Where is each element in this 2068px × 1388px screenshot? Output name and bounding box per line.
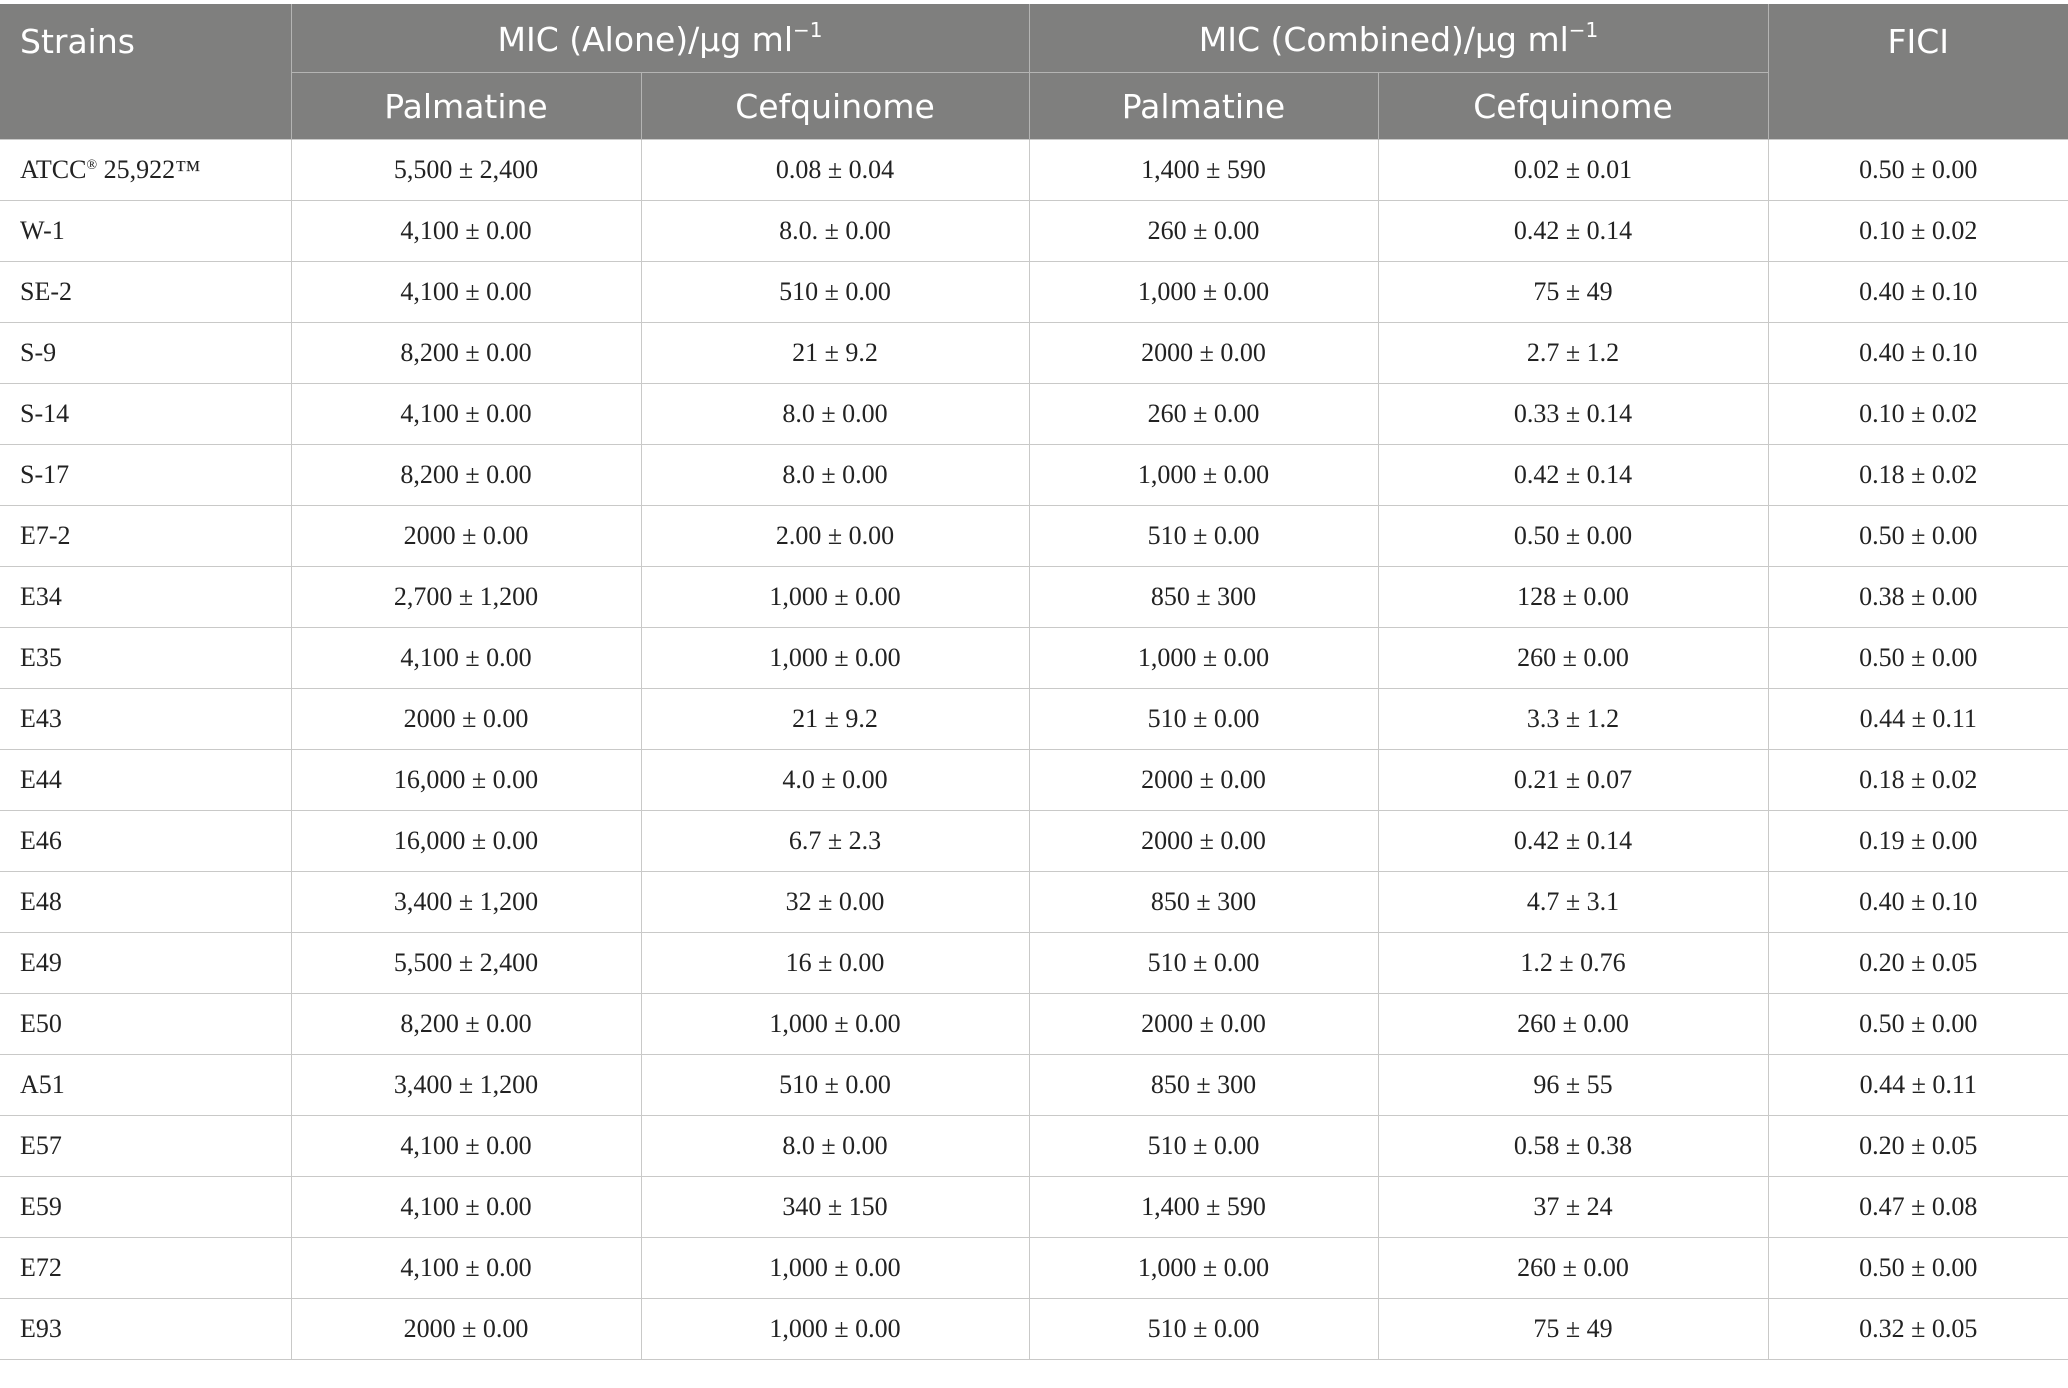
header-alone-cefquinome: Cefquinome (641, 73, 1029, 140)
table-row (0, 1238, 2068, 1299)
cell-combined-cefquinome: 0.42 ± 0.14 (1378, 445, 1768, 506)
cell-strain: E49 (0, 933, 291, 994)
cell-strain: SE-2 (0, 262, 291, 323)
cell-alone-cefquinome: 510 ± 0.00 (641, 1055, 1029, 1116)
cell-alone-cefquinome: 1,000 ± 0.00 (641, 628, 1029, 689)
cell-combined-palmatine: 260 ± 0.00 (1029, 201, 1378, 262)
cell-fici: 0.20 ± 0.05 (1768, 1116, 2068, 1177)
table-row (0, 1055, 2068, 1116)
cell-combined-palmatine: 850 ± 300 (1029, 567, 1378, 628)
cell-combined-palmatine: 1,000 ± 0.00 (1029, 1238, 1378, 1299)
cell-combined-cefquinome: 260 ± 0.00 (1378, 1238, 1768, 1299)
cell-combined-cefquinome: 75 ± 49 (1378, 1299, 1768, 1360)
cell-fici: 0.40 ± 0.10 (1768, 262, 2068, 323)
header-combined-cefquinome: Cefquinome (1378, 73, 1768, 140)
cell-strain: E34 (0, 567, 291, 628)
cell-combined-palmatine: 1,000 ± 0.00 (1029, 628, 1378, 689)
cell-strain: S-9 (0, 323, 291, 384)
cell-combined-palmatine: 1,400 ± 590 (1029, 1177, 1378, 1238)
cell-alone-cefquinome: 8.0 ± 0.00 (641, 445, 1029, 506)
cell-fici: 0.38 ± 0.00 (1768, 567, 2068, 628)
cell-alone-palmatine: 5,500 ± 2,400 (291, 140, 641, 201)
cell-alone-palmatine: 4,100 ± 0.00 (291, 262, 641, 323)
cell-combined-cefquinome: 0.42 ± 0.14 (1378, 811, 1768, 872)
cell-strain: E50 (0, 994, 291, 1055)
cell-alone-palmatine: 2000 ± 0.00 (291, 1299, 641, 1360)
cell-strain: E35 (0, 628, 291, 689)
cell-strain: E46 (0, 811, 291, 872)
cell-combined-cefquinome: 0.50 ± 0.00 (1378, 506, 1768, 567)
cell-alone-cefquinome: 4.0 ± 0.00 (641, 750, 1029, 811)
table-row (0, 811, 2068, 872)
cell-alone-cefquinome: 16 ± 0.00 (641, 933, 1029, 994)
header-mic-combined-label: MIC (Combined)/μg ml (1198, 19, 1569, 59)
table-row (0, 1116, 2068, 1177)
cell-alone-cefquinome: 6.7 ± 2.3 (641, 811, 1029, 872)
cell-alone-palmatine: 8,200 ± 0.00 (291, 445, 641, 506)
cell-alone-palmatine: 8,200 ± 0.00 (291, 323, 641, 384)
cell-alone-palmatine: 4,100 ± 0.00 (291, 628, 641, 689)
cell-fici: 0.10 ± 0.02 (1768, 384, 2068, 445)
cell-alone-palmatine: 2000 ± 0.00 (291, 689, 641, 750)
cell-alone-cefquinome: 340 ± 150 (641, 1177, 1029, 1238)
header-row-sub (0, 73, 2068, 140)
cell-fici: 0.50 ± 0.00 (1768, 140, 2068, 201)
cell-combined-cefquinome: 0.33 ± 0.14 (1378, 384, 1768, 445)
cell-combined-palmatine: 2000 ± 0.00 (1029, 811, 1378, 872)
header-combined-palmatine: Palmatine (1029, 73, 1378, 140)
cell-fici: 0.32 ± 0.05 (1768, 1299, 2068, 1360)
cell-combined-palmatine: 2000 ± 0.00 (1029, 323, 1378, 384)
cell-combined-cefquinome: 0.02 ± 0.01 (1378, 140, 1768, 201)
table-row (0, 628, 2068, 689)
cell-alone-cefquinome: 1,000 ± 0.00 (641, 567, 1029, 628)
cell-strain: E57 (0, 1116, 291, 1177)
cell-strain: E72 (0, 1238, 291, 1299)
header-mic-alone-label: MIC (Alone)/μg ml (497, 19, 794, 59)
registered-mark: ® (86, 158, 98, 173)
mic-table-container (0, 4, 2068, 1360)
table-row (0, 689, 2068, 750)
cell-fici: 0.20 ± 0.05 (1768, 933, 2068, 994)
cell-alone-cefquinome: 8.0. ± 0.00 (641, 201, 1029, 262)
table-row (0, 445, 2068, 506)
table-row (0, 323, 2068, 384)
cell-alone-palmatine: 16,000 ± 0.00 (291, 811, 641, 872)
cell-alone-palmatine: 8,200 ± 0.00 (291, 994, 641, 1055)
table-row (0, 506, 2068, 567)
cell-fici: 0.19 ± 0.00 (1768, 811, 2068, 872)
cell-combined-palmatine: 1,400 ± 590 (1029, 140, 1378, 201)
table-row (0, 933, 2068, 994)
cell-alone-palmatine: 2,700 ± 1,200 (291, 567, 641, 628)
cell-fici: 0.47 ± 0.08 (1768, 1177, 2068, 1238)
cell-strain: E43 (0, 689, 291, 750)
cell-combined-palmatine: 510 ± 0.00 (1029, 1299, 1378, 1360)
cell-combined-cefquinome: 2.7 ± 1.2 (1378, 323, 1768, 384)
table-row (0, 384, 2068, 445)
cell-fici: 0.44 ± 0.11 (1768, 689, 2068, 750)
cell-strain: A51 (0, 1055, 291, 1116)
cell-strain: E59 (0, 1177, 291, 1238)
cell-strain: E44 (0, 750, 291, 811)
cell-alone-cefquinome: 32 ± 0.00 (641, 872, 1029, 933)
mic-fici-table (0, 4, 2068, 1360)
cell-combined-cefquinome: 37 ± 24 (1378, 1177, 1768, 1238)
header-mic-combined-unit-exponent: −1 (1568, 17, 1599, 42)
cell-alone-palmatine: 4,100 ± 0.00 (291, 201, 641, 262)
cell-fici: 0.40 ± 0.10 (1768, 323, 2068, 384)
cell-alone-palmatine: 4,100 ± 0.00 (291, 1238, 641, 1299)
table-row (0, 994, 2068, 1055)
cell-alone-cefquinome: 8.0 ± 0.00 (641, 384, 1029, 445)
cell-fici: 0.44 ± 0.11 (1768, 1055, 2068, 1116)
cell-strain (0, 140, 291, 201)
cell-combined-palmatine: 850 ± 300 (1029, 872, 1378, 933)
cell-combined-cefquinome: 260 ± 0.00 (1378, 628, 1768, 689)
table-row (0, 750, 2068, 811)
header-mic-alone (291, 4, 1029, 73)
cell-strain: E93 (0, 1299, 291, 1360)
strain-name-suffix: 25,922™ (97, 155, 201, 184)
cell-strain: S-17 (0, 445, 291, 506)
cell-combined-palmatine: 1,000 ± 0.00 (1029, 445, 1378, 506)
cell-fici: 0.50 ± 0.00 (1768, 628, 2068, 689)
cell-combined-cefquinome: 3.3 ± 1.2 (1378, 689, 1768, 750)
cell-alone-cefquinome: 21 ± 9.2 (641, 689, 1029, 750)
header-strains: Strains (0, 4, 291, 140)
cell-alone-palmatine: 3,400 ± 1,200 (291, 872, 641, 933)
cell-combined-palmatine: 510 ± 0.00 (1029, 1116, 1378, 1177)
cell-combined-palmatine: 510 ± 0.00 (1029, 933, 1378, 994)
header-mic-alone-unit-exponent: −1 (793, 17, 823, 42)
header-alone-palmatine: Palmatine (291, 73, 641, 140)
table-row (0, 567, 2068, 628)
cell-alone-palmatine: 2000 ± 0.00 (291, 506, 641, 567)
cell-fici: 0.50 ± 0.00 (1768, 994, 2068, 1055)
cell-alone-palmatine: 5,500 ± 2,400 (291, 933, 641, 994)
cell-alone-palmatine: 4,100 ± 0.00 (291, 1116, 641, 1177)
cell-alone-cefquinome: 510 ± 0.00 (641, 262, 1029, 323)
table-row (0, 1299, 2068, 1360)
cell-alone-cefquinome: 1,000 ± 0.00 (641, 1238, 1029, 1299)
cell-combined-palmatine: 510 ± 0.00 (1029, 506, 1378, 567)
table-row (0, 262, 2068, 323)
cell-combined-palmatine: 2000 ± 0.00 (1029, 750, 1378, 811)
cell-combined-cefquinome: 4.7 ± 3.1 (1378, 872, 1768, 933)
table-row (0, 872, 2068, 933)
cell-alone-palmatine: 4,100 ± 0.00 (291, 1177, 641, 1238)
table-row (0, 140, 2068, 201)
cell-fici: 0.18 ± 0.02 (1768, 750, 2068, 811)
cell-alone-cefquinome: 21 ± 9.2 (641, 323, 1029, 384)
cell-combined-palmatine: 260 ± 0.00 (1029, 384, 1378, 445)
cell-combined-cefquinome: 260 ± 0.00 (1378, 994, 1768, 1055)
cell-combined-palmatine: 1,000 ± 0.00 (1029, 262, 1378, 323)
cell-fici: 0.18 ± 0.02 (1768, 445, 2068, 506)
cell-fici: 0.40 ± 0.10 (1768, 872, 2068, 933)
cell-alone-cefquinome: 0.08 ± 0.04 (641, 140, 1029, 201)
cell-combined-palmatine: 2000 ± 0.00 (1029, 994, 1378, 1055)
cell-fici: 0.50 ± 0.00 (1768, 1238, 2068, 1299)
cell-fici: 0.10 ± 0.02 (1768, 201, 2068, 262)
table-body (0, 140, 2068, 1360)
cell-alone-cefquinome: 1,000 ± 0.00 (641, 994, 1029, 1055)
cell-combined-cefquinome: 96 ± 55 (1378, 1055, 1768, 1116)
cell-alone-cefquinome: 1,000 ± 0.00 (641, 1299, 1029, 1360)
table-row (0, 1177, 2068, 1238)
cell-strain: E7-2 (0, 506, 291, 567)
cell-strain: S-14 (0, 384, 291, 445)
cell-combined-palmatine: 510 ± 0.00 (1029, 689, 1378, 750)
cell-fici: 0.50 ± 0.00 (1768, 506, 2068, 567)
cell-combined-palmatine: 850 ± 300 (1029, 1055, 1378, 1116)
cell-strain: E48 (0, 872, 291, 933)
cell-combined-cefquinome: 128 ± 0.00 (1378, 567, 1768, 628)
strain-name: ATCC (20, 155, 87, 184)
table-header (0, 4, 2068, 140)
table-row (0, 201, 2068, 262)
header-row-top (0, 4, 2068, 73)
cell-alone-palmatine: 3,400 ± 1,200 (291, 1055, 641, 1116)
cell-combined-cefquinome: 1.2 ± 0.76 (1378, 933, 1768, 994)
header-mic-combined (1029, 4, 1768, 73)
cell-combined-cefquinome: 75 ± 49 (1378, 262, 1768, 323)
cell-combined-cefquinome: 0.58 ± 0.38 (1378, 1116, 1768, 1177)
cell-alone-cefquinome: 8.0 ± 0.00 (641, 1116, 1029, 1177)
cell-combined-cefquinome: 0.21 ± 0.07 (1378, 750, 1768, 811)
cell-alone-cefquinome: 2.00 ± 0.00 (641, 506, 1029, 567)
cell-alone-palmatine: 4,100 ± 0.00 (291, 384, 641, 445)
header-fici: FICI (1768, 4, 2068, 140)
cell-strain: W-1 (0, 201, 291, 262)
cell-combined-cefquinome: 0.42 ± 0.14 (1378, 201, 1768, 262)
cell-alone-palmatine: 16,000 ± 0.00 (291, 750, 641, 811)
